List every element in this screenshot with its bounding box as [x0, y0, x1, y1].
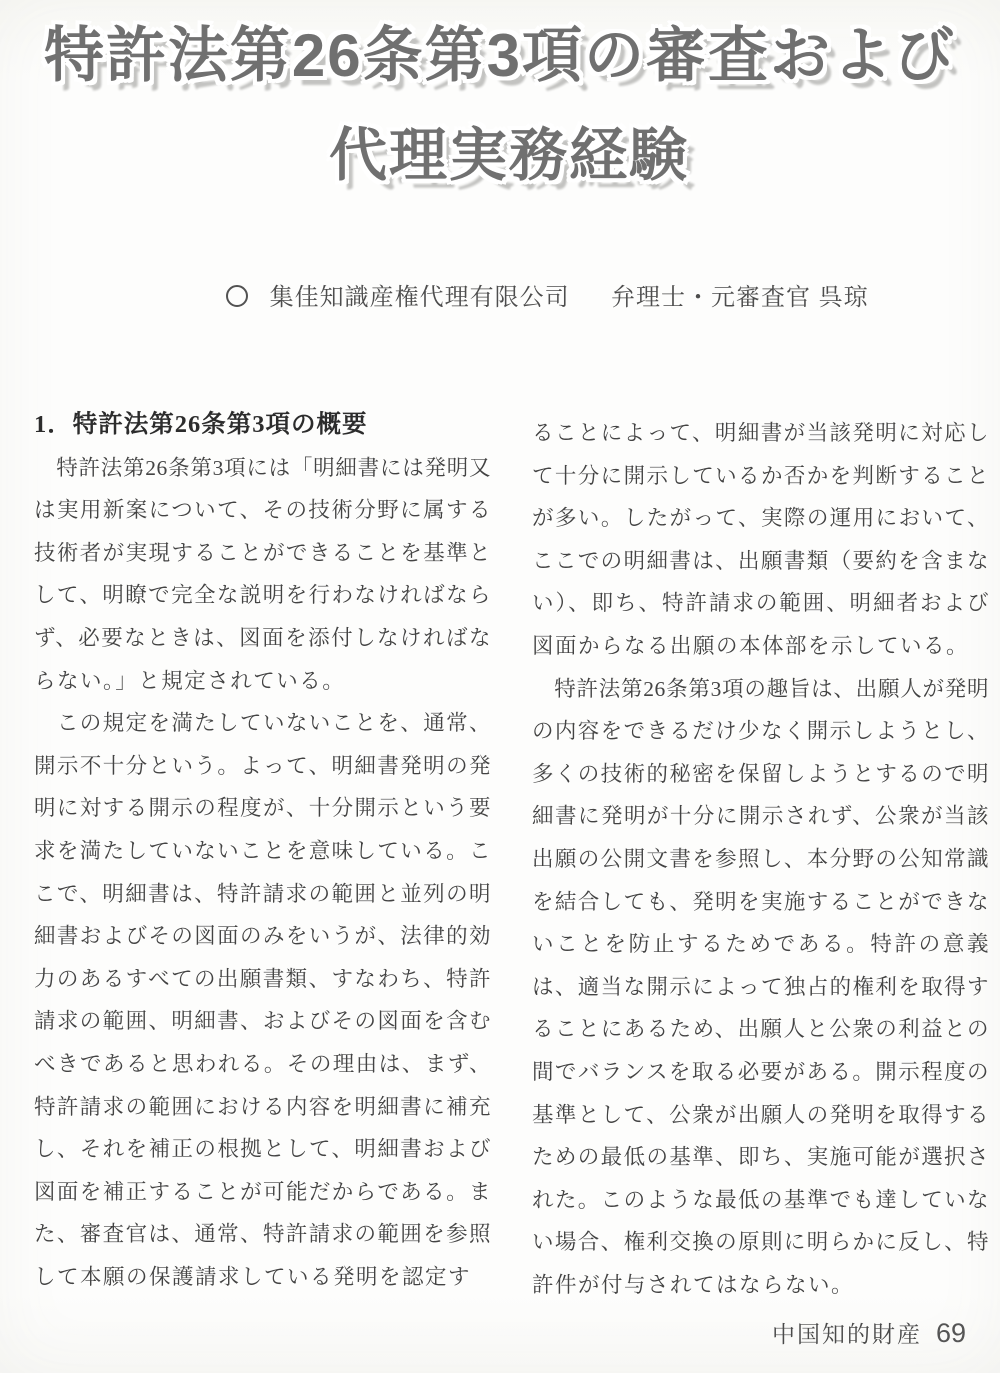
text-line: し、それを補正の根拠として、明細書および	[34, 1137, 491, 1162]
journal-name: 中国知的財産	[771, 1322, 922, 1347]
text-line: 力のあるすべての出願書類、すなわち、特許	[34, 966, 491, 991]
text-line: は、適当な開示によって独占的権利を取得す	[532, 974, 989, 999]
byline-company: 集佳知識産権代理有限公司	[269, 284, 570, 311]
text-line: 基準として、公衆が出願人の発明を取得する	[532, 1102, 989, 1127]
text-line: 許件が付与されてはならない。	[532, 1272, 855, 1297]
text-line: 細書に発明が十分に開示されず、公衆が当該	[532, 804, 989, 829]
circle-bullet-icon	[226, 285, 248, 307]
text-line: ための最低の基準、即ち、実施可能が選択さ	[532, 1145, 989, 1170]
text-line: い）、即ち、特許請求の範囲、明細者および	[532, 591, 989, 616]
text-line: ず、必要なときは、図面を添付しなければな	[34, 625, 491, 650]
byline-author: 弁理士・元審査官 呉琼	[611, 284, 869, 311]
page-number: 69	[935, 1318, 966, 1348]
text-line: を結合しても、発明を実施することができな	[532, 889, 989, 914]
text-line: た、審査官は、通常、特許請求の範囲を参照	[34, 1222, 491, 1247]
text-line: の内容をできるだけ少なく開示しようとし、	[532, 719, 989, 744]
text-line: この規定を満たしていないことを、通常、	[34, 711, 491, 736]
text-line: 図面を補正することが可能だからである。ま	[34, 1179, 491, 1204]
text-line: ることにあるため、出願人と公衆の利益との	[532, 1017, 989, 1042]
article-title-line1: 特許法第26条第3項の審査および	[43, 22, 957, 89]
section-heading: 1．特許法第26条第3項の概要	[34, 411, 368, 438]
text-line: 細書およびその図面のみをいうが、法律的効	[34, 924, 491, 949]
text-line: らない。」と規定されている。	[34, 668, 346, 693]
right-column	[532, 412, 989, 1306]
text-line: い場合、権利交換の原則に明らかに反し、特	[532, 1230, 989, 1255]
text-line: は実用新案について、その技術分野に属する	[34, 498, 491, 523]
text-line: 間でバランスを取る必要がある。開示程度の	[532, 1059, 989, 1084]
text-line: 特許請求の範囲における内容を明細書に補充	[34, 1094, 491, 1119]
left-column	[34, 404, 491, 1298]
text-line: 求を満たしていないことを意味している。こ	[34, 838, 491, 863]
article-title-line2: 代理実務経験	[328, 123, 689, 188]
left-column-text	[34, 447, 491, 1299]
page-footer	[772, 1316, 966, 1349]
byline	[226, 282, 869, 314]
article-title	[0, 8, 1000, 204]
text-line: 特許法第26条第3項の趣旨は、出願人が発明	[532, 676, 989, 701]
text-line: こで、明細書は、特許請求の範囲と並列の明	[34, 881, 491, 906]
text-line: して、明瞭で完全な説明を行わなければなら	[34, 583, 491, 608]
text-line: が多い。したがって、実際の運用において、	[532, 506, 989, 531]
text-line: 明に対する開示の程度が、十分開示という要	[34, 796, 491, 821]
text-line: べきであると思われる。その理由は、まず、	[34, 1051, 491, 1076]
text-line: ここでの明細書は、出願書類（要約を含まな	[532, 548, 989, 573]
text-line: て十分に開示しているか否かを判断すること	[532, 463, 989, 488]
text-line: 技術者が実現することができることを基準と	[34, 540, 491, 565]
text-line: 開示不十分という。よって、明細書発明の発	[34, 753, 491, 778]
text-line: ることによって、明細書が当該発明に対応し	[532, 421, 989, 445]
text-line: いことを防止するためである。特許の意義	[532, 932, 989, 957]
text-line: れた。このような最低の基準でも達していな	[532, 1187, 989, 1212]
text-line: 多くの技術的秘密を保留しようとするので明	[532, 761, 989, 786]
text-line: 請求の範囲、明細書、およびその図面を含む	[34, 1009, 491, 1034]
text-line: して本願の保護請求している発明を認定す	[34, 1264, 472, 1289]
text-line: 特許法第26条第3項には「明細書には発明又	[34, 455, 491, 480]
text-line: 図面からなる出願の本体部を示している。	[532, 633, 970, 658]
right-column-text	[532, 412, 989, 1306]
text-line: 出願の公開文書を参照し、本分野の公知常識	[532, 846, 989, 871]
